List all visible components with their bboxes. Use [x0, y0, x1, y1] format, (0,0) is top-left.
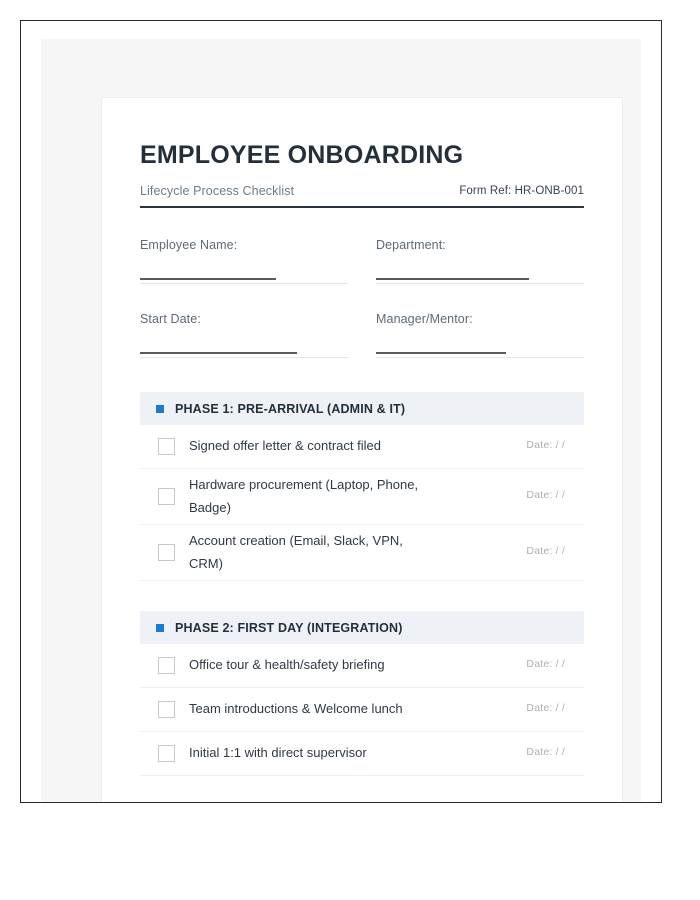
date-label: Date: / /: [526, 439, 565, 451]
field-manager-mentor: [376, 312, 584, 358]
date-field[interactable]: [439, 702, 565, 717]
date-label: Date: / /: [526, 545, 565, 557]
employee-info-fields: [140, 238, 584, 358]
page-title: EMPLOYEE ONBOARDING: [140, 141, 464, 169]
checkbox-icon[interactable]: [158, 438, 175, 455]
field-label: Manager/Mentor:: [376, 312, 473, 326]
write-line: [140, 352, 297, 354]
phase-title: PHASE 1: PRE-ARRIVAL (ADMIN & IT): [175, 401, 406, 416]
document-header: [140, 142, 584, 208]
field-employee-name: [140, 238, 348, 284]
write-line: [140, 278, 276, 280]
checkbox-icon[interactable]: [158, 488, 175, 505]
date-label: Date: / /: [526, 489, 565, 501]
checklist-item-label: Team introductions & Welcome lunch: [189, 701, 403, 717]
write-line: [376, 352, 506, 354]
checkbox-icon[interactable]: [158, 657, 175, 674]
date-field[interactable]: [439, 489, 565, 504]
date-label: Date: / /: [526, 746, 565, 758]
phase-section-1: [140, 392, 584, 581]
phase-title: PHASE 2: FIRST DAY (INTEGRATION): [175, 620, 403, 635]
date-field[interactable]: [439, 439, 565, 454]
subtitle-row: [140, 184, 584, 198]
checklist-row[interactable]: [140, 525, 584, 581]
phase-section-2: [140, 611, 584, 776]
checklist-row[interactable]: [140, 732, 584, 776]
square-bullet-icon: [156, 624, 164, 632]
checklist-item-label: Signed offer letter & contract filed: [189, 438, 381, 454]
document-page: [101, 97, 623, 803]
department-input[interactable]: [376, 266, 584, 284]
checklist-item-label: Office tour & health/safety briefing: [189, 657, 385, 673]
start-date-input[interactable]: [140, 340, 348, 358]
checkbox-icon[interactable]: [158, 745, 175, 762]
square-bullet-icon: [156, 405, 164, 413]
checklist-item-label: Account creation (Email, Slack, VPN, CRM): [189, 533, 403, 571]
write-line: [376, 278, 529, 280]
checklist-item-label: Hardware procurement (Laptop, Phone, Badge): [189, 477, 419, 515]
date-label: Date: / /: [526, 658, 565, 670]
date-field[interactable]: [439, 746, 565, 761]
field-label: Start Date:: [140, 312, 201, 326]
document-workspace: [41, 39, 641, 803]
checkbox-icon[interactable]: [158, 544, 175, 561]
field-label: Employee Name:: [140, 238, 238, 252]
date-field[interactable]: [439, 658, 565, 673]
checkbox-icon[interactable]: [158, 701, 175, 718]
manager-mentor-input[interactable]: [376, 340, 584, 358]
field-start-date: [140, 312, 348, 358]
field-label: Department:: [376, 238, 446, 252]
title-divider: [140, 206, 584, 209]
form-reference: Form Ref: HR-ONB-001: [459, 184, 584, 197]
date-field[interactable]: [439, 545, 565, 560]
phase-header: [140, 611, 584, 644]
checklist-row[interactable]: [140, 644, 584, 688]
checklist-item-label: Initial 1:1 with direct supervisor: [189, 745, 367, 761]
checklist-row[interactable]: [140, 469, 584, 525]
checklist-row[interactable]: [140, 688, 584, 732]
employee-name-input[interactable]: [140, 266, 348, 284]
phase-header: [140, 392, 584, 425]
date-label: Date: / /: [526, 702, 565, 714]
checklist-row[interactable]: [140, 425, 584, 469]
document-subtitle: Lifecycle Process Checklist: [140, 183, 295, 198]
app-viewport-frame: [20, 20, 662, 803]
field-department: [376, 238, 584, 284]
